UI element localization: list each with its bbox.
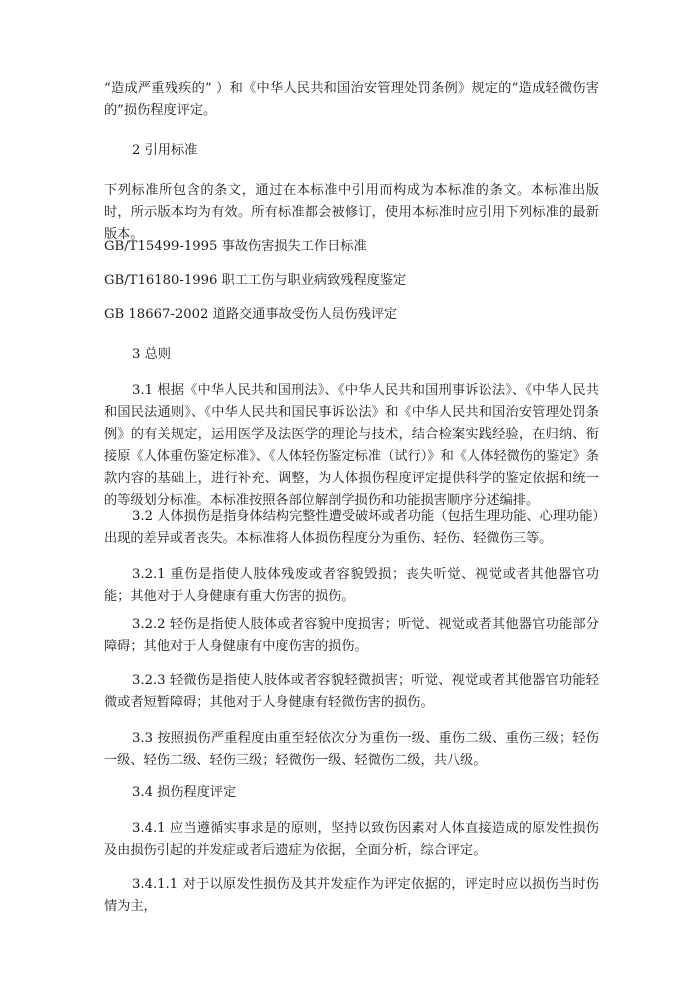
clause-3-4-heading: 3.4 损伤程度评定	[132, 785, 237, 800]
section-heading-3: 3 总则	[132, 347, 171, 362]
paragraph-scope-continuation: “造成严重残疾的” ）和《中华人民共和国治安管理处罚条例》规定的“造成轻微伤害的”损伤程度评定。	[104, 81, 599, 118]
clause-3-3: 3.3 按照损伤严重程度由重至轻依次分为重伤一级、重伤二级、重伤三级；轻伤一级、轻伤二级、轻伤三级；轻微伤一级、轻微伤二级，共八级。	[104, 731, 599, 768]
reference-gb-t16180: GB/T16180-1996 职工工伤与职业病致残程度鉴定	[104, 273, 407, 288]
clause-3-1: 3.1 根据《中华人民共和国刑法》、《中华人民共和国刑事诉讼法》、《中华人民共和国民法通则》、《中华人民共和国民事诉讼法》和《中华人民共和国治安管理处罚条例》的有关规定，运用医学及法医学的理论与技术，结合检案实践经验，在归纳、衔接原《人体重伤鉴定标准》、《人体轻伤鉴定标准（试行）》和《人体轻微伤的鉴定》条款内容的基础上，进行补充、调整，为人体损伤程度评定提供科学的鉴定依据和统一的等级划分标准。本标准按照各部位解剖学损伤和功能损害顺序分述编排。	[104, 383, 599, 508]
reference-gb-18667: GB 18667-2002 道路交通事故受伤人员伤残评定	[104, 307, 398, 322]
clause-3-2-1: 3.2.1 重伤是指使人肢体残废或者容貌毁损；丧失听觉、视觉或者其他器官功能；其他对于人身健康有重大伤害的损伤。	[104, 567, 599, 604]
clause-3-4-1: 3.4.1 应当遵循实事求是的原则，坚持以致伤因素对人体直接造成的原发性损伤及由损伤引起的并发症或者后遗症为依据，全面分析，综合评定。	[104, 821, 599, 858]
section-heading-2: 2 引用标准	[132, 143, 198, 158]
paragraph-normative-references: 下列标准所包含的条文，通过在本标准中引用而构成为本标准的条文。本标准出版时，所示版本均为有效。所有标准都会被修订，使用本标准时应引用下列标准的最新版本。	[104, 183, 599, 242]
clause-3-4-1-1: 3.4.1.1 对于以原发性损伤及其并发症作为评定依据的，评定时应以损伤当时伤情为主，	[104, 877, 599, 914]
clause-3-2: 3.2 人体损伤是指身体结构完整性遭受破坏或者功能（包括生理功能、心理功能）出现的差异或者丧失。本标准将人体损伤程度分为重伤、轻伤、轻微伤三等。	[104, 509, 599, 546]
clause-3-2-3: 3.2.3 轻微伤是指使人肢体或者容貌轻微损害；听觉、视觉或者其他器官功能轻微或者短暂障碍；其他对于人身健康有轻微伤害的损伤。	[104, 673, 599, 710]
clause-3-2-2: 3.2.2 轻伤是指使人肢体或者容貌中度损害；听觉、视觉或者其他器官功能部分障碍；其他对于人身健康有中度伤害的损伤。	[104, 617, 599, 654]
reference-gb-t15499: GB/T15499-1995 事故伤害损失工作日标准	[104, 239, 367, 254]
